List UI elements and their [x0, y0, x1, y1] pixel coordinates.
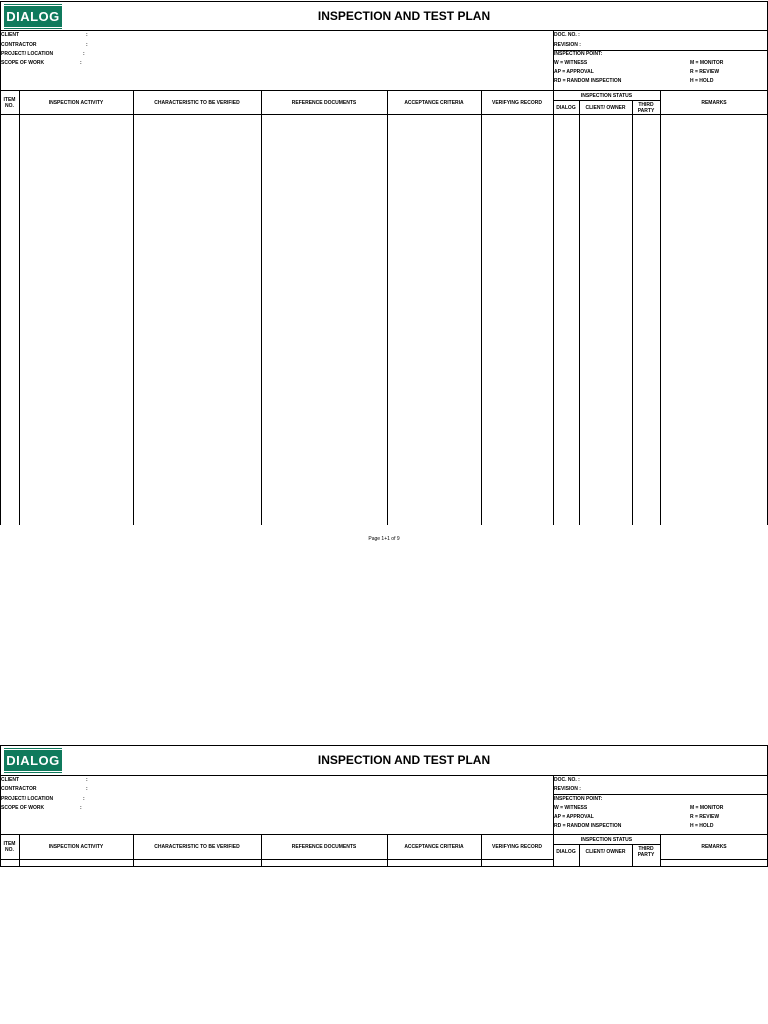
- page-title: INSPECTION AND TEST PLAN: [317, 9, 491, 23]
- col-header-third-party: THIRD PARTY: [637, 101, 655, 114]
- title-divider: [0, 775, 768, 776]
- col-header-dialog: DIALOG: [556, 849, 576, 855]
- logo-rule-bottom: [4, 28, 62, 29]
- inspection-point-label: INSPECTION POINT:: [554, 796, 603, 802]
- col-line-4: [387, 90, 388, 525]
- col-line-7: [579, 100, 580, 525]
- inspection-point-label: INSPECTION POINT:: [554, 51, 603, 57]
- col-header-characteristic: CHARACTERISTIC TO BE VERIFIED: [154, 844, 240, 850]
- client-colon: :: [86, 32, 88, 38]
- page-title: INSPECTION AND TEST PLAN: [317, 753, 491, 767]
- legend-monitor: M = MONITOR: [690, 60, 724, 66]
- project-location-label: PROJECT/ LOCATION: [1, 51, 54, 57]
- project-colon: :: [83, 796, 85, 802]
- contractor-colon: :: [86, 42, 88, 48]
- page-footer: Page 1+1 of 9: [368, 536, 400, 542]
- col-header-status: INSPECTION STATUS: [580, 92, 633, 99]
- legend-review: R = REVIEW: [690, 69, 720, 75]
- legend-monitor: M = MONITOR: [690, 805, 724, 811]
- col-header-status: INSPECTION STATUS: [580, 836, 633, 843]
- col-header-remarks: REMARKS: [701, 99, 727, 106]
- table-header-bottom-rule: [0, 859, 553, 860]
- col-header-acceptance: ACCEPTANCE CRITERIA: [404, 844, 464, 850]
- legend-hold: H = HOLD: [690, 823, 714, 829]
- col-header-record: VERIFYING RECORD: [491, 844, 542, 850]
- revision-label: REVISION :: [554, 786, 581, 792]
- col-header-item-no: ITEM NO.: [3, 96, 16, 109]
- legend-approval: AP = APPROVAL: [554, 69, 594, 75]
- col-line-6: [553, 90, 554, 525]
- doc-block-rule: [553, 794, 768, 795]
- scope-of-work-label: SCOPE OF WORK: [1, 60, 45, 66]
- col-header-client-owner: CLIENT/ OWNER: [585, 104, 626, 111]
- project-colon: :: [83, 51, 85, 57]
- logo-rule-top: [4, 4, 62, 5]
- col-header-third-party: THIRD PARTY: [637, 846, 655, 858]
- col-header-acceptance: ACCEPTANCE CRITERIA: [404, 99, 464, 106]
- col-header-reference: REFERENCE DOCUMENTS: [291, 99, 357, 106]
- col-header-client-owner: CLIENT/ OWNER: [585, 849, 626, 855]
- col-header-record: VERIFYING RECORD: [491, 99, 542, 106]
- col-header-activity: INSPECTION ACTIVITY: [48, 844, 104, 850]
- col-header-dialog: DIALOG: [556, 104, 576, 111]
- dialog-logo: DIALOG: [4, 750, 62, 771]
- col-header-characteristic: CHARACTERISTIC TO BE VERIFIED: [154, 99, 240, 106]
- col-line-8: [632, 100, 633, 525]
- legend-witness: W = WITNESS: [554, 60, 588, 66]
- col-line-3: [261, 90, 262, 525]
- legend-approval: AP = APPROVAL: [554, 814, 594, 820]
- dialog-logo: DIALOG: [4, 6, 62, 27]
- col-header-item-no: ITEM NO.: [3, 841, 16, 853]
- col-line-1: [19, 90, 20, 525]
- title-divider: [0, 30, 768, 31]
- doc-no-label: DOC. NO. :: [554, 32, 580, 38]
- contractor-label: CONTRACTOR: [1, 786, 37, 792]
- contractor-label: CONTRACTOR: [1, 42, 37, 48]
- client-label: CLIENT: [1, 32, 20, 38]
- logo-rule-top: [4, 748, 62, 749]
- legend-random-inspection: RD = RANDOM INSPECTION: [554, 78, 622, 84]
- col-line-9: [660, 90, 661, 525]
- table-header-bottom-rule-right: [660, 859, 768, 860]
- col-line-2: [133, 90, 134, 525]
- legend-review: R = REVIEW: [690, 814, 720, 820]
- scope-colon: :: [80, 805, 82, 811]
- scope-of-work-label: SCOPE OF WORK: [1, 805, 45, 811]
- col-header-activity: INSPECTION ACTIVITY: [48, 99, 104, 106]
- legend-random-inspection: RD = RANDOM INSPECTION: [554, 823, 622, 829]
- col-header-remarks: REMARKS: [701, 844, 727, 850]
- contractor-colon: :: [86, 786, 88, 792]
- project-location-label: PROJECT/ LOCATION: [1, 796, 54, 802]
- legend-witness: W = WITNESS: [554, 805, 588, 811]
- legend-hold: H = HOLD: [690, 78, 714, 84]
- table-header-bottom-rule: [0, 114, 768, 115]
- scope-colon: :: [80, 60, 82, 66]
- doc-no-label: DOC. NO. :: [554, 777, 580, 783]
- client-label: CLIENT: [1, 777, 20, 783]
- client-colon: :: [86, 777, 88, 783]
- revision-label: REVISION :: [554, 42, 581, 48]
- logo-rule-bottom: [4, 772, 62, 773]
- col-line-5: [481, 90, 482, 525]
- col-header-reference: REFERENCE DOCUMENTS: [291, 844, 357, 850]
- form-frame: [0, 1, 768, 525]
